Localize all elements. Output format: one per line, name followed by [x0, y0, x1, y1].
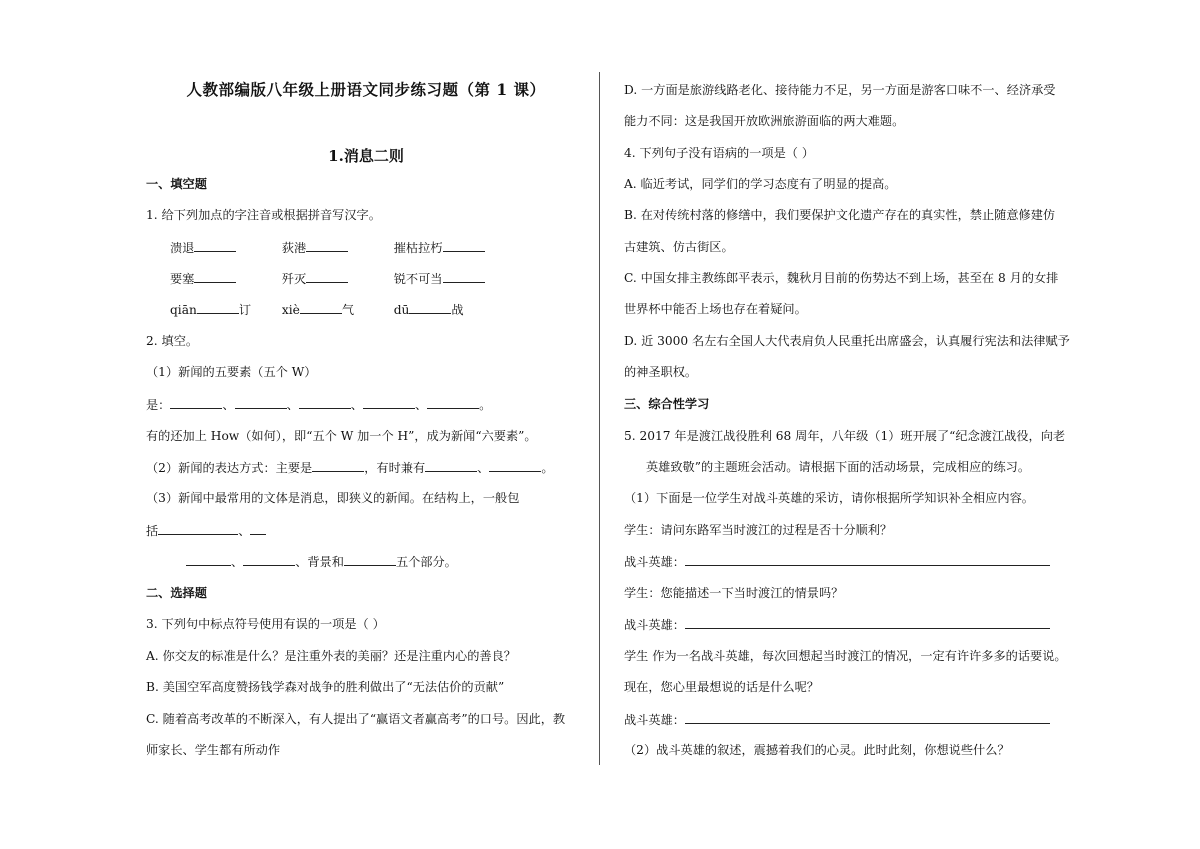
section-heading-integrated: 三、综合性学习 — [624, 397, 710, 411]
student-question-2: 学生：您能描述一下当时渡江的情景吗？ — [624, 586, 844, 600]
question-5-part-2: （2）战斗英雄的叙述，震撼着我们的心灵。此时此刻，你想说些什么？ — [624, 743, 1010, 757]
word-row-2 — [170, 270, 485, 287]
question-2-part-1: （1）新闻的五要素（五个 W） — [146, 365, 317, 379]
question-3-option-c: C. 随着高考改革的不断深入，有人提出了“赢语文者赢高考”的口号。因此，教 — [146, 712, 566, 726]
word-item: 溃退 — [170, 241, 195, 255]
answer-blank[interactable] — [306, 270, 348, 283]
answer-blank[interactable] — [344, 553, 396, 566]
pinyin-suffix: 订 — [238, 303, 252, 317]
question-2-part-1-answer: 是： 、 、 、 、 。 — [146, 398, 492, 412]
question-3: 3. 下列句中标点符号使用有误的一项是（ ） — [146, 617, 385, 631]
pinyin-suffix: 气 — [341, 303, 355, 317]
student-question-1: 学生：请问东路军当时渡江的过程是否十分顺利？ — [624, 523, 893, 537]
word-item: 摧枯拉朽 — [393, 241, 443, 255]
hero-answer-1: 战斗英雄： — [624, 553, 1050, 570]
answer-blank[interactable] — [489, 459, 541, 472]
word-row-1 — [170, 239, 485, 256]
hero-answer-3: 战斗英雄： — [624, 711, 1050, 728]
question-4-option-c: C. 中国女排主教练郎平表示，魏秋月目前的伤势达不到上场，甚至在 8 月的女排 — [624, 271, 1059, 285]
question-2-part-3-cont: 括 、 — [146, 522, 266, 539]
student-question-3: 学生 作为一名战斗英雄，每次回想起当时渡江的情况，一定有许许多多的话要说。 — [624, 649, 1067, 663]
question-2-part-3: （3）新闻中最常用的文体是消息，即狭义的新闻。在结构上，一般包 — [146, 491, 520, 505]
answer-blank[interactable] — [250, 522, 266, 535]
word-item: 要塞 — [170, 272, 195, 286]
section-heading-fill-in: 一、填空题 — [146, 177, 207, 191]
answer-line[interactable] — [685, 616, 1050, 629]
pinyin-item: dū — [393, 303, 410, 317]
question-4-option-d: D. 近 3000 名左右全国人大代表肩负人民重托出席盛会，认真履行宪法和法律赋予 — [624, 334, 1070, 348]
answer-blank[interactable] — [170, 396, 222, 409]
answer-blank[interactable] — [194, 239, 236, 252]
answer-line[interactable] — [685, 711, 1050, 724]
answer-blank[interactable] — [425, 459, 477, 472]
question-4-option-c-cont: 世界杯中能否上场也存在着疑问。 — [624, 302, 807, 316]
answer-blank[interactable] — [443, 270, 485, 283]
answer-blank[interactable] — [158, 522, 238, 535]
answer-blank[interactable] — [443, 239, 485, 252]
word-item: 荻港 — [281, 241, 307, 255]
question-2-part-2: （2）新闻的表达方式：主要是 ，有时兼有 、 。 — [146, 461, 554, 475]
question-4-option-b-cont: 古建筑、仿古街区。 — [624, 240, 734, 254]
question-3-option-d-cont: 能力不同：这是我国开放欧洲旅游面临的两大难题。 — [624, 114, 905, 128]
question-5: 5. 2017 年是渡江战役胜利 68 周年，八年级（1）班开展了“纪念渡江战役，向老 — [624, 429, 1066, 443]
question-2-part-3-cont-2: 、 、背景和 五个部分。 — [186, 553, 457, 570]
section-heading-choice: 二、选择题 — [146, 586, 207, 600]
question-4-option-d-cont: 的神圣职权。 — [624, 365, 698, 379]
question-3-option-c-cont: 师家长、学生都有所动作 — [146, 743, 281, 757]
column-divider — [599, 72, 600, 765]
question-3-option-d: D. 一方面是旅游线路老化、接待能力不足，另一方面是游客口味不一、经济承受 — [624, 83, 1056, 97]
question-5-part-1: （1）下面是一位学生对战斗英雄的采访，请你根据所学知识补全相应内容。 — [624, 491, 1034, 505]
question-2: 2. 填空。 — [146, 334, 199, 348]
answer-blank[interactable] — [243, 553, 295, 566]
question-4: 4. 下列句子没有语病的一项是（ ） — [624, 146, 815, 160]
question-5-cont: 英雄致敬”的主题班会活动。请根据下面的活动场景，完成相应的练习。 — [646, 460, 1031, 474]
answer-blank[interactable] — [306, 239, 348, 252]
question-3-option-b: B. 美国空军高度赞扬钱学森对战争的胜利做出了“无法估价的贡献” — [146, 680, 505, 694]
answer-line[interactable] — [685, 553, 1050, 566]
pinyin-suffix: 战 — [451, 303, 464, 317]
student-question-3-cont: 现在，您心里最想说的话是什么呢？ — [624, 680, 819, 694]
hero-answer-2: 战斗英雄： — [624, 616, 1050, 633]
answer-blank[interactable] — [186, 553, 231, 566]
question-3-option-a: A. 你交友的标准是什么？是注重外表的美丽？还是注重内心的善良？ — [146, 649, 516, 663]
question-4-option-b: B. 在对传统村落的修缮中，我们要保护文化遗产存在的真实性，禁止随意修建仿 — [624, 208, 1056, 222]
lesson-title: 1.消息二则 — [328, 147, 404, 165]
answer-blank[interactable] — [235, 396, 287, 409]
answer-blank[interactable] — [194, 270, 236, 283]
pinyin-row — [170, 301, 464, 318]
pinyin-item: qiān — [170, 303, 197, 317]
question-2-how-note: 有的还加上 How（如何），即“五个 W 加一个 H”，成为新闻“六要素”。 — [146, 429, 537, 443]
pinyin-item: xiè — [281, 303, 300, 317]
question-4-option-a: A. 临近考试，同学们的学习态度有了明显的提高。 — [624, 177, 897, 191]
answer-blank[interactable] — [363, 396, 415, 409]
word-item: 锐不可当 — [393, 272, 443, 286]
answer-blank[interactable] — [312, 459, 364, 472]
answer-blank[interactable] — [427, 396, 479, 409]
question-1: 1. 给下列加点的字注音或根据拼音写汉字。 — [146, 208, 381, 222]
answer-blank[interactable] — [299, 396, 351, 409]
answer-blank[interactable] — [409, 301, 451, 314]
answer-blank[interactable] — [197, 301, 239, 314]
answer-blank[interactable] — [300, 301, 342, 314]
word-item: 歼灭 — [281, 272, 307, 286]
document-title: 人教部编版八年级上册语文同步练习题（第 1 课） — [186, 80, 546, 99]
